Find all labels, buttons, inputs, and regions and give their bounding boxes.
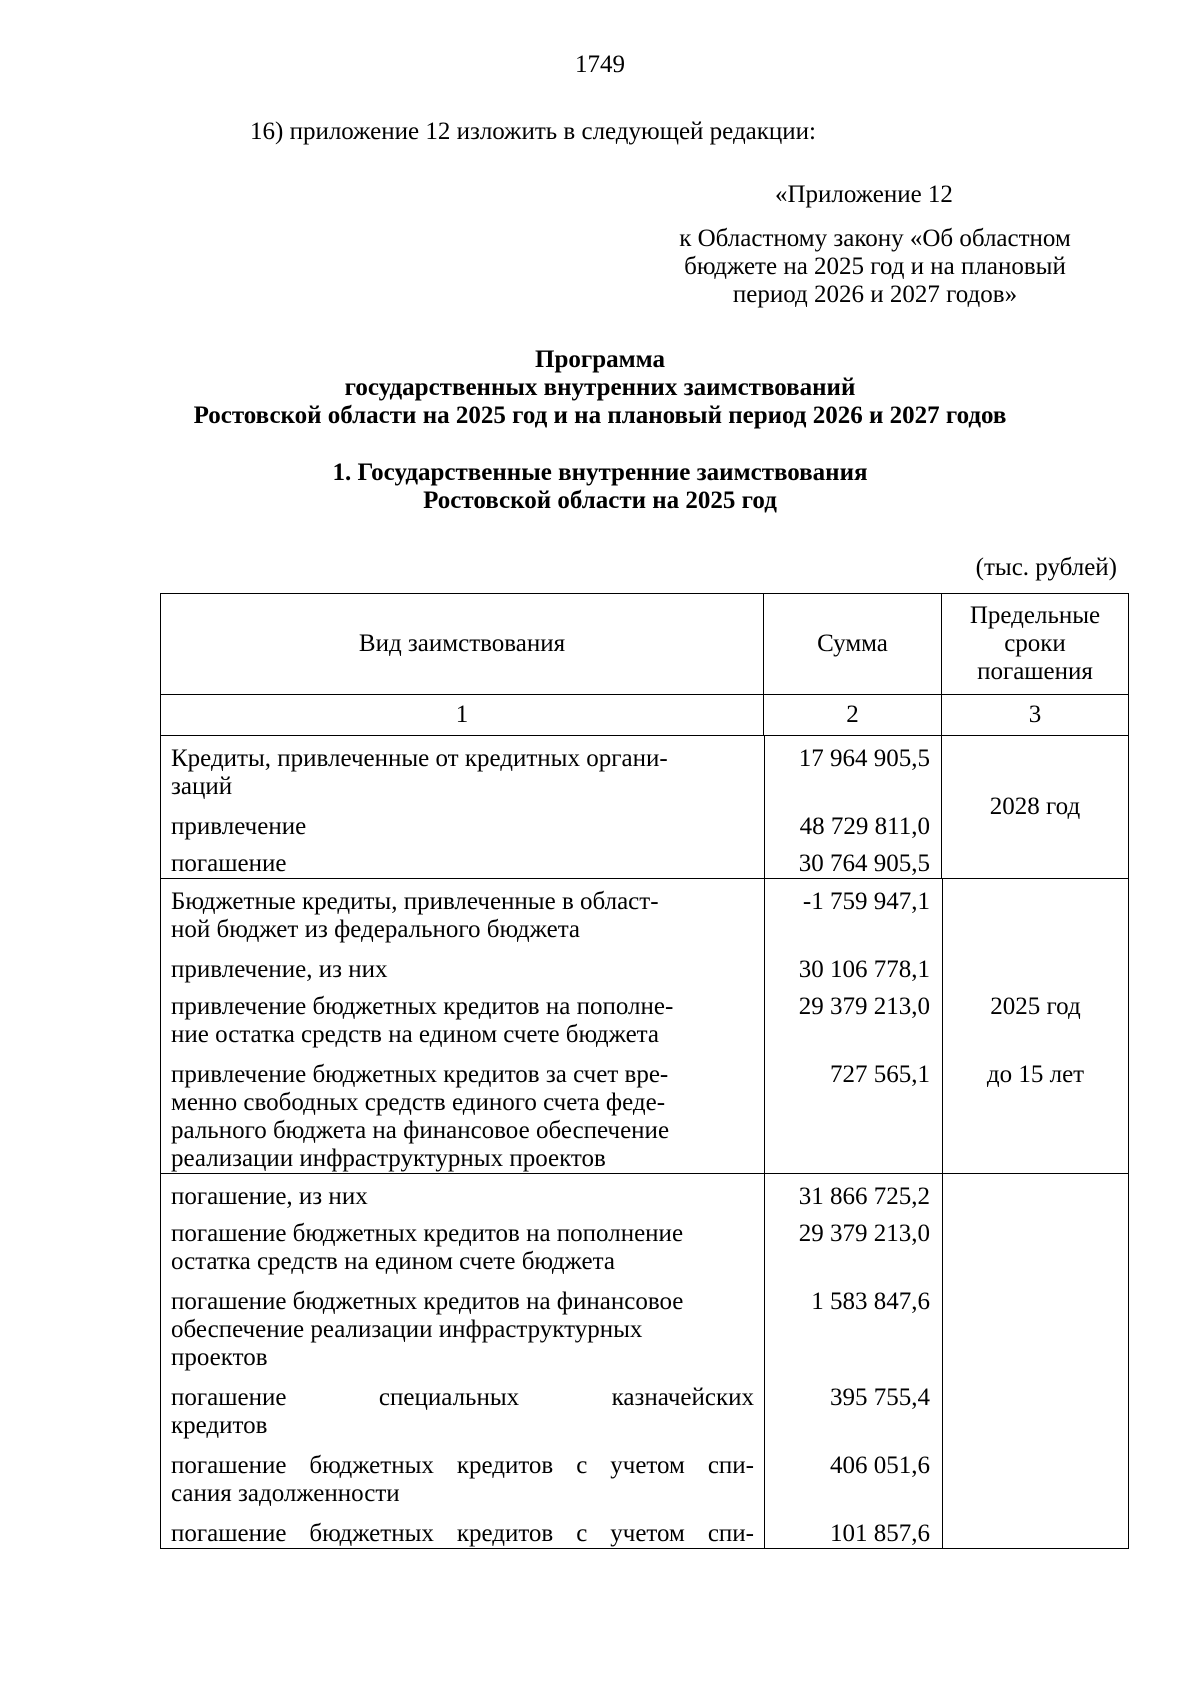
page-number: 1749: [575, 51, 625, 78]
table-row: [161, 1520, 1128, 1548]
section-title-line: Ростовской области на 2025 год: [423, 487, 777, 514]
row-label-line: остатка средств на едином счете бюджета: [171, 1248, 615, 1275]
row-label-line: Бюджетные кредиты, привлеченные в област-: [171, 888, 659, 915]
table-row: [161, 956, 1128, 984]
row-label-line: ной бюджет из федерального бюджета: [171, 916, 581, 943]
row-label-line: реализации инфраструктурных проектов: [171, 1145, 606, 1172]
group-2-body: [161, 879, 1129, 1174]
program-title-line: Ростовской области на 2025 год и на плановый период 2026 и 2027 годов: [193, 402, 1007, 429]
table-row-group-3: [161, 1174, 1129, 1549]
header-term-line: Предельные: [969, 602, 1101, 629]
table-header-row: [161, 594, 1129, 695]
table-row-group-1: [161, 736, 1129, 879]
appendix-ref-line: период 2026 и 2027 годов»: [732, 281, 1018, 308]
row-label-line: кредитов: [171, 1412, 268, 1439]
header-type: Вид заимствования: [161, 594, 764, 695]
row-amount: 30 106 778,1: [798, 956, 930, 983]
row-label-line: сания задолженности: [171, 1480, 400, 1507]
table-row: [161, 1061, 1128, 1173]
row-label-line: заций: [171, 773, 233, 800]
row-label: [161, 1061, 764, 1173]
row-label-line: погашение бюджетных кредитов с учетом спи-: [171, 1452, 754, 1479]
row-label: [161, 993, 764, 1049]
row-amount: 17 964 905,5: [798, 745, 930, 772]
table-row: [161, 745, 941, 801]
table-row: [161, 1452, 1128, 1508]
row-label: погашение, из них: [171, 1183, 368, 1210]
row-amount: 1 583 847,6: [811, 1288, 930, 1315]
table-row: [161, 1220, 1128, 1276]
row-label: погашение: [171, 850, 287, 877]
row-label: привлечение, из них: [171, 956, 388, 983]
term-value: 2028 год: [989, 793, 1081, 820]
section-title-line: 1. Государственные внутренние заимствования: [332, 459, 868, 486]
row-amount: 727 565,1: [830, 1061, 930, 1088]
row-label: [161, 745, 764, 801]
row-label: [161, 1288, 764, 1372]
table-row: [161, 813, 941, 841]
row-amount: 101 857,6: [830, 1520, 930, 1547]
row-label-line: погашение бюджетных кредитов с учетом спи-: [171, 1520, 754, 1547]
row-label-line: Кредиты, привлеченные от кредитных органи-: [171, 745, 668, 772]
row-label-line: погашение специальных казначейских: [171, 1384, 754, 1411]
row-label-line: погашение бюджетных кредитов на финансовое: [171, 1288, 684, 1315]
row-label-line: рального бюджета на финансовое обеспечение: [171, 1117, 670, 1144]
table-row: [161, 1384, 1128, 1440]
header-term-line: погашения: [977, 658, 1093, 685]
header-amount: Сумма: [764, 594, 942, 695]
row-label-line: ние остатка средств на едином счете бюджета: [171, 1021, 660, 1048]
row-amount: 395 755,4: [830, 1384, 930, 1411]
program-title-line: государственных внутренних заимствований: [344, 374, 856, 401]
group-3-body: [161, 1174, 1129, 1549]
units-label: (тыс. рублей): [975, 554, 1117, 581]
section-title: [0, 459, 1200, 515]
table-row: [161, 888, 1128, 944]
row-term: 2025 год: [990, 993, 1081, 1020]
row-label-line: менно свободных средств единого счета феде-: [171, 1089, 666, 1116]
row-label-line: привлечение бюджетных кредитов за счет вре-: [171, 1061, 669, 1088]
row-label-line: погашение бюджетных кредитов на пополнение: [171, 1220, 684, 1247]
appendix-ref-line: к Областному закону «Об областном: [679, 225, 1071, 252]
row-label: [161, 1220, 764, 1276]
intro-paragraph: 16) приложение 12 изложить в следующей редакции:: [250, 118, 816, 145]
header-term-line: сроки: [1004, 630, 1066, 657]
table-row: [161, 1183, 1128, 1211]
group-1-term: [942, 736, 1129, 879]
column-number: 2: [764, 695, 942, 736]
header-term: [942, 594, 1129, 695]
column-number: 3: [942, 695, 1129, 736]
row-label: [161, 1384, 764, 1440]
row-amount: 48 729 811,0: [799, 813, 930, 840]
row-term: до 15 лет: [986, 1061, 1085, 1088]
column-number-row: [161, 695, 1129, 736]
appendix-ref-line: бюджете на 2025 год и на плановый: [684, 253, 1066, 280]
row-label: [161, 1520, 764, 1548]
row-label-line: проектов: [171, 1344, 268, 1371]
group-1-body: [161, 736, 942, 879]
table-row-group-2: [161, 879, 1129, 1174]
row-amount: 29 379 213,0: [798, 1220, 930, 1247]
row-label: [161, 888, 764, 944]
row-amount: 31 866 725,2: [798, 1183, 930, 1210]
row-label: [161, 1452, 764, 1508]
row-label-line: привлечение бюджетных кредитов на пополне-: [171, 993, 674, 1020]
table-row: [161, 993, 1128, 1049]
column-number: 1: [161, 695, 764, 736]
program-title-line: Программа: [535, 346, 665, 373]
table-row: [161, 1288, 1128, 1372]
row-label: привлечение: [171, 813, 307, 840]
row-amount: 29 379 213,0: [798, 993, 930, 1020]
appendix-title: «Приложение 12: [775, 181, 953, 208]
appendix-reference: [640, 225, 1110, 309]
borrowings-table: [160, 593, 1129, 1549]
table-row: [161, 850, 941, 878]
row-label-line: обеспечение реализации инфраструктурных: [171, 1316, 643, 1343]
row-amount: 30 764 905,5: [798, 850, 930, 877]
program-title: [0, 346, 1200, 430]
row-amount: 406 051,6: [830, 1452, 930, 1479]
row-amount: -1 759 947,1: [802, 888, 930, 915]
